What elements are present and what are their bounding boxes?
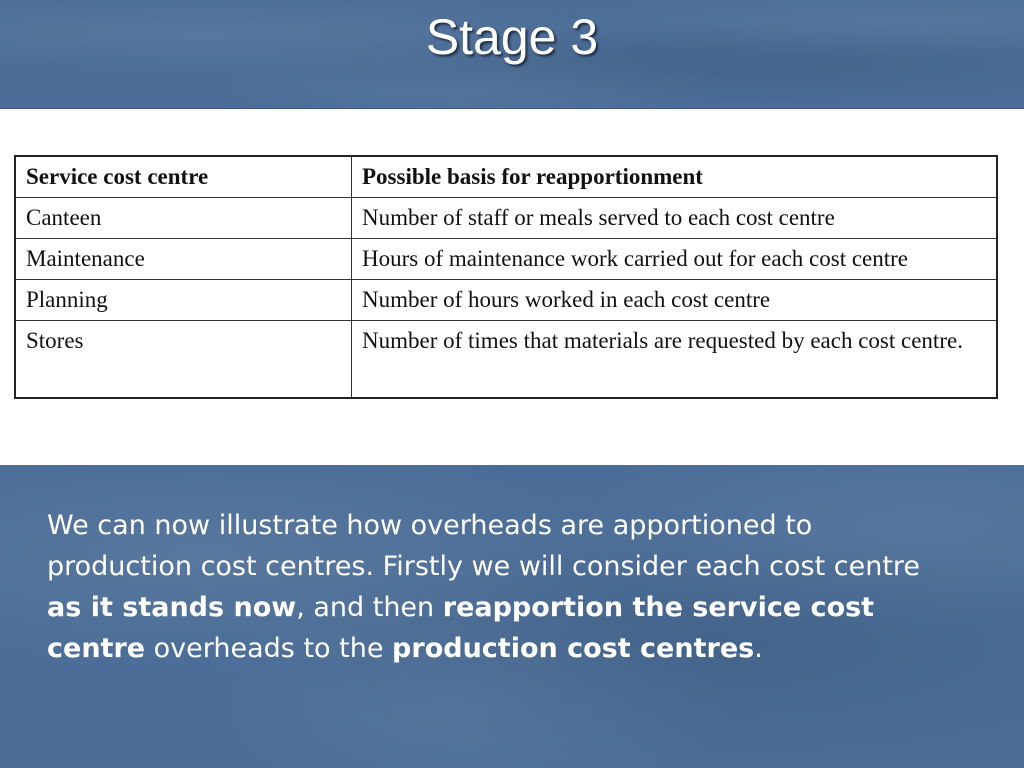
body-text-emphasis: as it stands now	[47, 592, 297, 623]
table-row	[15, 280, 997, 321]
table-cell-basis: Hours of maintenance work carried out for each cost centre	[352, 239, 998, 280]
reapportionment-table	[14, 155, 998, 399]
reapportionment-table-container	[14, 155, 998, 399]
body-text-emphasis: reapportion the service cost centre	[47, 592, 875, 664]
table-cell-centre: Stores	[15, 321, 352, 399]
body-paragraph	[47, 505, 947, 669]
table-header-cell: Possible basis for reapportionment	[352, 156, 998, 198]
table-header-row	[15, 156, 997, 198]
table-cell-centre: Maintenance	[15, 239, 352, 280]
body-text-emphasis: production cost centres	[392, 633, 755, 664]
table-row	[15, 321, 997, 399]
table-cell-basis: Number of times that materials are requested by each cost centre.	[352, 321, 998, 399]
table-row	[15, 198, 997, 239]
table-cell-centre: Canteen	[15, 198, 352, 239]
table-cell-centre: Planning	[15, 280, 352, 321]
table-cell-basis: Number of staff or meals served to each cost centre	[352, 198, 998, 239]
body-text-part: .	[754, 633, 763, 664]
body-text-part: , and then	[296, 592, 443, 623]
slide-title: Stage 3	[425, 9, 599, 65]
title-band	[0, 0, 1024, 109]
table-header-cell: Service cost centre	[15, 156, 352, 198]
body-text-part: overheads to the	[145, 633, 393, 664]
table-cell-basis: Number of hours worked in each cost centre	[352, 280, 998, 321]
table-row	[15, 239, 997, 280]
body-text-part: We can now illustrate how overheads are apportioned to production cost centres. Firstly we will consider each cost centre	[47, 510, 921, 582]
